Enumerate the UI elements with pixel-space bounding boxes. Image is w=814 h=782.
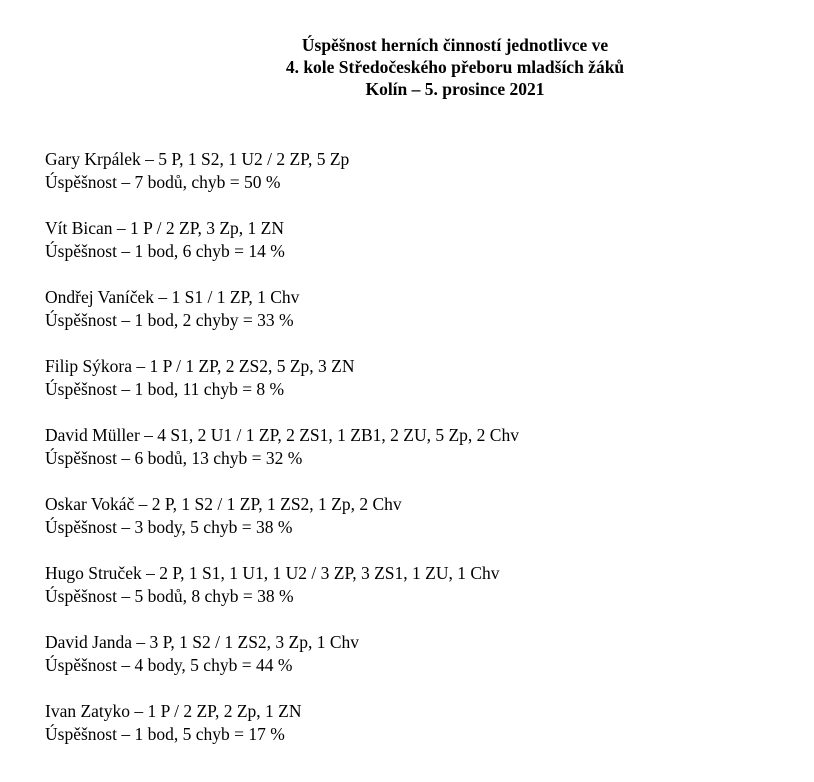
player-result: Úspěšnost – 3 body, 5 chyb = 38 % <box>45 517 293 537</box>
player-actions: Filip Sýkora – 1 P / 1 ZP, 2 ZS2, 5 Zp, 3 ZN <box>45 356 355 376</box>
player-result: Úspěšnost – 6 bodů, 13 chyb = 32 % <box>45 448 303 468</box>
header-title-line-1: Úspěšnost herních činností jednotlivce ve <box>301 35 609 55</box>
player-list <box>45 148 805 769</box>
player-result: Úspěšnost – 1 bod, 6 chyb = 14 % <box>45 241 285 261</box>
player-actions: Vít Bican – 1 P / 2 ZP, 3 Zp, 1 ZN <box>45 218 285 238</box>
player-actions: Hugo Struček – 2 P, 1 S1, 1 U1, 1 U2 / 3 ZP, 3 ZS1, 1 ZU, 1 Chv <box>45 563 500 583</box>
player-entry <box>45 217 805 286</box>
player-entry <box>45 355 805 424</box>
player-actions: Ivan Zatyko – 1 P / 2 ZP, 2 Zp, 1 ZN <box>45 701 302 721</box>
player-actions: Oskar Vokáč – 2 P, 1 S2 / 1 ZP, 1 ZS2, 1 Zp, 2 Chv <box>45 494 402 514</box>
player-actions: David Müller – 4 S1, 2 U1 / 1 ZP, 2 ZS1, 1 ZB1, 2 ZU, 5 Zp, 2 Chv <box>45 425 519 445</box>
player-entry <box>45 700 805 769</box>
player-result: Úspěšnost – 7 bodů, chyb = 50 % <box>45 172 281 192</box>
document-header <box>255 34 655 100</box>
player-entry <box>45 286 805 355</box>
player-result: Úspěšnost – 1 bod, 5 chyb = 17 % <box>45 724 285 744</box>
player-actions: David Janda – 3 P, 1 S2 / 1 ZS2, 3 Zp, 1 Chv <box>45 632 360 652</box>
player-result: Úspěšnost – 1 bod, 11 chyb = 8 % <box>45 379 285 399</box>
player-entry <box>45 493 805 562</box>
player-result: Úspěšnost – 1 bod, 2 chyby = 33 % <box>45 310 294 330</box>
player-result: Úspěšnost – 4 body, 5 chyb = 44 % <box>45 655 293 675</box>
player-entry <box>45 424 805 493</box>
player-entry <box>45 631 805 700</box>
header-title-line-3: Kolín – 5. prosince 2021 <box>365 79 545 99</box>
player-result: Úspěšnost – 5 bodů, 8 chyb = 38 % <box>45 586 294 606</box>
player-entry <box>45 562 805 631</box>
header-title-line-2: 4. kole Středočeského přeboru mladších žáků <box>285 57 625 77</box>
player-entry <box>45 148 805 217</box>
player-actions: Ondřej Vaníček – 1 S1 / 1 ZP, 1 Chv <box>45 287 300 307</box>
player-actions: Gary Krpálek – 5 P, 1 S2, 1 U2 / 2 ZP, 5 Zp <box>45 149 350 169</box>
